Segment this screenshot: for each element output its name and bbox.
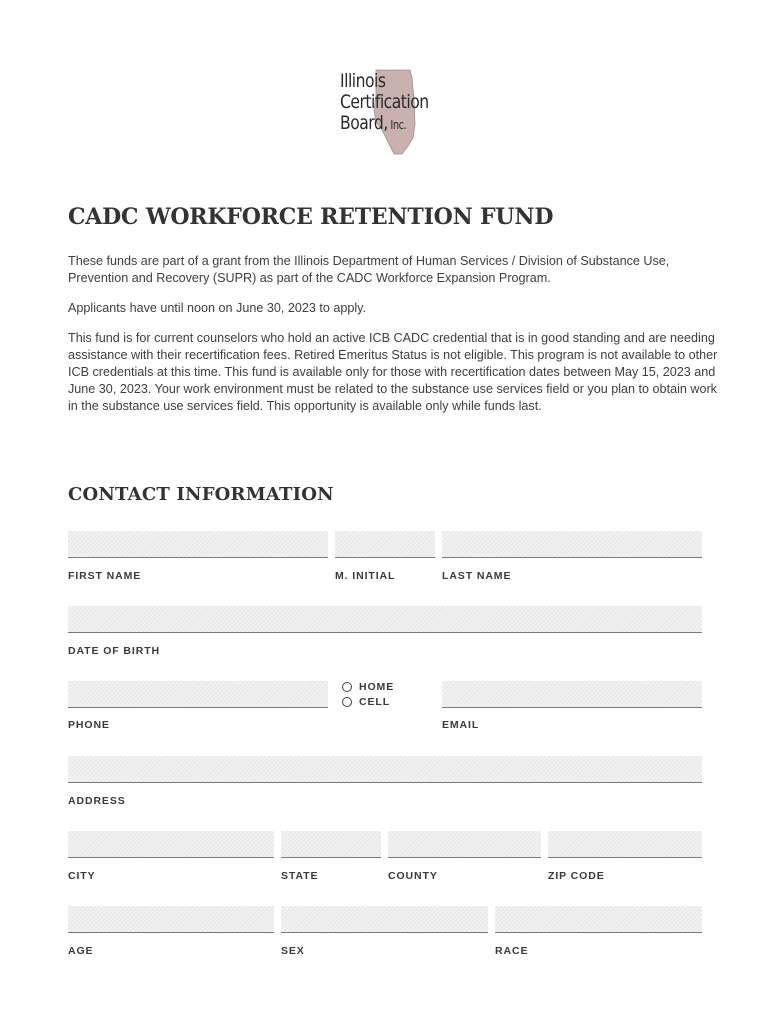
last-name-input[interactable] (442, 531, 702, 558)
intro-paragraph-2: Applicants have until noon on June 30, 2023 to apply. (68, 301, 367, 315)
phone-input[interactable] (68, 681, 328, 708)
state-label: STATE (281, 870, 319, 882)
address-input[interactable] (68, 756, 702, 783)
first-name-input[interactable] (68, 531, 328, 558)
cell-radio-circle[interactable] (342, 697, 352, 707)
middle-initial-label: M. INITIAL (335, 570, 396, 582)
middle-initial-input[interactable] (335, 531, 435, 558)
page-title: CADC WORKFORCE RETENTION FUND (68, 204, 554, 230)
logo-line-3: Board, Inc. (340, 112, 407, 134)
logo-line-2: Certification (340, 91, 429, 113)
county-label: COUNTY (388, 870, 438, 882)
email-label: EMAIL (442, 719, 480, 731)
city-input[interactable] (68, 831, 274, 858)
intro-paragraph-3: This fund is for current counselors who hold an active ICB CADC credential that is in good standing and are needing assistance with their recertification fees. Retired Emeritus Status is not eligible. This program is not available to other ICB credentials at this time. This fund is available only for those with recertification dates between May 15, 2023 and June 30, 2023. Your work environment must be related to the substance use services field or you plan to obtain work in the substance use services field. This opportunity is available only while funds last. (68, 331, 718, 413)
icb-logo (336, 66, 436, 158)
sex-input[interactable] (281, 906, 488, 933)
phone-label: PHONE (68, 719, 110, 731)
age-label: AGE (68, 945, 94, 957)
state-input[interactable] (281, 831, 381, 858)
last-name-label: LAST NAME (442, 570, 512, 582)
home-radio-circle[interactable] (342, 682, 352, 692)
date-of-birth-label: DATE OF BIRTH (68, 645, 160, 657)
intro-paragraph-1: These funds are part of a grant from the Illinois Department of Human Services / Division of Substance Use, Prevention and Recovery (SUPR) as part of the CADC Workforce Expansion Program. (68, 254, 670, 285)
logo-line-1: Illinois (340, 70, 386, 92)
home-radio-label: HOME (359, 681, 395, 693)
race-label: RACE (495, 945, 529, 957)
sex-label: SEX (281, 945, 305, 957)
county-input[interactable] (388, 831, 541, 858)
zip-code-label: ZIP CODE (548, 870, 605, 882)
race-input[interactable] (495, 906, 702, 933)
age-input[interactable] (68, 906, 274, 933)
first-name-label: FIRST NAME (68, 570, 142, 582)
contact-section-heading: CONTACT INFORMATION (68, 484, 334, 505)
zip-code-input[interactable] (548, 831, 702, 858)
date-of-birth-input[interactable] (68, 606, 702, 633)
city-label: CITY (68, 870, 96, 882)
home-radio[interactable] (342, 681, 394, 693)
cell-radio-label: CELL (359, 696, 391, 708)
cell-radio[interactable] (342, 696, 390, 708)
address-label: ADDRESS (68, 795, 126, 807)
email-input[interactable] (442, 681, 702, 708)
